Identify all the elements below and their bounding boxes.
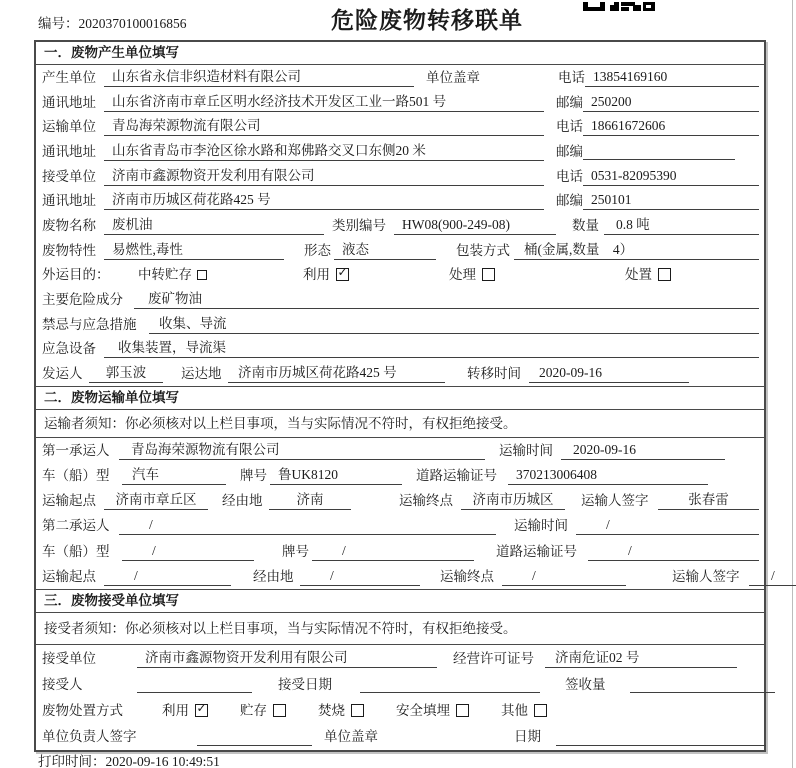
receiver-phone-field[interactable]: 0531-82095390 (583, 167, 759, 186)
first-carrier-label: 第一承运人 (42, 442, 110, 458)
plate-label: 牌号 (282, 543, 309, 559)
unit-seal-label: 单位盖章 (426, 69, 480, 85)
form-row-emergency-measures (36, 312, 764, 337)
road-permit-2-field[interactable]: / (588, 542, 759, 561)
form-row-first-carrier (36, 438, 764, 463)
origin-label: 运输起点 (42, 568, 96, 584)
terminus-label: 运输终点 (440, 568, 494, 584)
consignor-label: 发运人 (42, 365, 83, 381)
origin-2-field[interactable]: / (104, 567, 231, 586)
via-label: 经由地 (222, 493, 263, 509)
form-state-field[interactable]: 液态 (334, 241, 436, 260)
receive-date-label: 接受日期 (278, 676, 332, 692)
form-row-vehicle-2 (36, 538, 764, 563)
producer-label: 产生单位 (42, 69, 96, 85)
checkbox-label-other: 其他 (501, 703, 528, 719)
form-row-emergency-equipment (36, 336, 764, 361)
form-row-receiver-address (36, 188, 764, 213)
form-row-waste-property (36, 238, 764, 263)
form-row-route-1 (36, 488, 764, 513)
transporter-name-field[interactable]: 青岛海荣源物流有限公司 (104, 117, 544, 136)
qr-code-fragment (583, 0, 655, 16)
checkbox-label-store: 贮存 (240, 703, 267, 719)
receive-unit-label: 接受单位 (42, 650, 96, 666)
via-label: 经由地 (253, 568, 294, 584)
category-code-label: 类别编号 (332, 217, 386, 233)
category-code-field[interactable]: HW08(900-249-08) (394, 216, 556, 235)
receiver-name-field[interactable]: 济南市鑫源物资开发利用有限公司 (104, 167, 544, 186)
vehicle-type-field[interactable]: 汽车 (122, 466, 226, 485)
disposal-utilize-checkbox[interactable] (195, 701, 208, 717)
disposal-incinerate-checkbox[interactable] (351, 704, 364, 717)
checkbox-label-incinerate: 焚烧 (318, 703, 345, 719)
receive-person-label: 接受人 (42, 676, 83, 692)
form-row-producer-address (36, 90, 764, 115)
signed-quantity-label: 签收量 (565, 676, 606, 692)
checkbox-label-utilize: 利用 (162, 703, 189, 719)
origin-label: 运输起点 (42, 493, 96, 509)
waste-name-label: 废物名称 (42, 217, 96, 233)
receiver-label: 接受单位 (42, 168, 96, 184)
address-label: 通讯地址 (42, 193, 96, 209)
checkbox-label-landfill: 安全填埋 (396, 703, 450, 719)
terminus-2-field[interactable]: / (502, 567, 626, 586)
checkbox-label-treat: 处理 (449, 267, 476, 283)
serial-number (38, 12, 187, 32)
postcode-label: 邮编 (556, 143, 583, 159)
qr-code-icon (583, 2, 655, 12)
quantity-field[interactable]: 0.8 吨 (604, 216, 759, 235)
waste-property-label: 废物特性 (42, 242, 96, 258)
consignor-field[interactable]: 郭玉波 (89, 364, 163, 383)
disposal-store-checkbox[interactable] (273, 704, 286, 717)
address-label: 通讯地址 (42, 143, 96, 159)
carrier-signature-field[interactable]: 张春雷 (658, 491, 759, 510)
form-row-hazard-component (36, 287, 764, 312)
producer-name-field[interactable]: 山东省永信非织造材料有限公司 (104, 68, 414, 87)
license-number-field[interactable]: 济南危证02 号 (545, 649, 737, 668)
manifest-form (34, 40, 775, 752)
destination-label: 运达地 (181, 365, 222, 381)
disposal-landfill-checkbox[interactable] (456, 704, 469, 717)
section3-body (36, 645, 764, 750)
transport-time-label: 运输时间 (514, 518, 568, 534)
license-number-label: 经营许可证号 (453, 650, 534, 666)
form-row-outbound-purpose (36, 262, 764, 287)
vehicle-type-2-field[interactable]: / (122, 542, 254, 561)
destination-field[interactable]: 济南市历城区荷花路425 号 (228, 364, 445, 383)
transport-time-2-field[interactable]: / (576, 516, 759, 535)
receiver-address-field[interactable]: 济南市历城区荷花路425 号 (104, 191, 544, 210)
emergency-measures-label: 禁忌与应急措施 (42, 316, 137, 332)
serial-label: 编号： (38, 16, 79, 31)
form-row-disposal-method (36, 697, 764, 723)
phone-label: 电话 (558, 69, 585, 85)
checkbox-label-utilize: 利用 (303, 267, 330, 283)
plate-field[interactable]: 鲁UK8120 (270, 466, 402, 485)
dispose-checkbox[interactable] (658, 268, 671, 281)
receive-unit-field[interactable]: 济南市鑫源物资开发利用有限公司 (137, 649, 437, 668)
disposal-method-label: 废物处置方式 (42, 703, 123, 719)
transfer-storage-checkbox[interactable] (197, 270, 207, 280)
page-title: 危险废物转移联单 (331, 7, 523, 33)
carrier-signature-label: 运输人签字 (581, 493, 649, 509)
form-row-consignor (36, 361, 764, 386)
waste-property-field[interactable]: 易燃性,毒性 (104, 241, 284, 260)
via-field[interactable]: 济南 (269, 491, 351, 510)
via-2-field[interactable]: / (300, 567, 420, 586)
second-carrier-label: 第二承运人 (42, 518, 110, 534)
responsible-signature-field[interactable] (197, 728, 312, 746)
receiver-postcode-field[interactable]: 250101 (583, 191, 759, 210)
waste-name-field[interactable]: 废机油 (104, 216, 324, 235)
disposal-other-checkbox[interactable] (534, 704, 547, 717)
section1-title: 一．废物产生单位填写 (36, 42, 764, 65)
treat-checkbox[interactable] (482, 268, 495, 281)
hazard-component-field[interactable]: 废矿物油 (134, 290, 759, 309)
postcode-label: 邮编 (556, 94, 583, 110)
print-time-label: 打印时间： (38, 754, 106, 768)
date-field[interactable] (556, 728, 766, 746)
date-label: 日期 (514, 729, 541, 745)
quantity-label: 数量 (572, 217, 599, 233)
signed-quantity-field[interactable] (630, 675, 775, 693)
origin-field[interactable]: 济南市章丘区 (104, 491, 208, 510)
transporter-notice: 运输者须知：你必须核对以上栏目事项，当与实际情况不符时，有权拒绝接受。 (36, 410, 764, 438)
transporter-address-field[interactable]: 山东省青岛市李沧区徐水路和郑佛路交叉口东侧20 米 (104, 142, 544, 161)
responsible-signature-label: 单位负责人签字 (42, 729, 137, 745)
form-state-label: 形态 (304, 242, 331, 258)
transporter-label: 运输单位 (42, 119, 96, 135)
section3-title: 三．废物接受单位填写 (36, 589, 764, 613)
transfer-time-field[interactable]: 2020-09-16 (529, 364, 689, 383)
emergency-equipment-field[interactable]: 收集装置，导流渠 (104, 339, 759, 358)
phone-label: 电话 (556, 119, 583, 135)
form-row-transporter (36, 114, 764, 139)
checkbox-label-transfer-storage: 中转贮存 (138, 267, 192, 283)
form-row-producer (36, 65, 764, 90)
emergency-measures-field[interactable]: 收集、导流 (149, 315, 759, 334)
producer-phone-field[interactable]: 13854169160 (585, 68, 759, 87)
form-row-receive-person (36, 671, 764, 697)
form-row-receive-unit (36, 645, 764, 671)
form-row-route-2 (36, 564, 775, 589)
receive-date-field[interactable] (360, 675, 540, 693)
road-permit-field[interactable]: 370213006408 (508, 466, 708, 485)
vehicle-type-label: 车（船）型 (42, 468, 110, 484)
form-row-second-carrier (36, 513, 764, 538)
form-row-transporter-address (36, 139, 764, 164)
form-row-receiver (36, 164, 764, 189)
outbound-purpose-label: 外运目的： (42, 267, 110, 283)
emergency-equipment-label: 应急设备 (42, 341, 96, 357)
producer-postcode-field[interactable]: 250200 (583, 93, 759, 112)
plate-2-field[interactable]: / (312, 542, 474, 561)
utilize-checkbox[interactable] (336, 265, 349, 281)
form-row-waste-name (36, 213, 764, 238)
second-carrier-field[interactable]: / (119, 516, 496, 535)
plate-label: 牌号 (240, 468, 267, 484)
packaging-label: 包装方式 (456, 242, 510, 258)
form-row-responsible-signature (36, 724, 764, 750)
form-row-vehicle-1 (36, 463, 764, 488)
producer-address-field[interactable]: 山东省济南市章丘区明水经济技术开发区工业一路501 号 (104, 93, 544, 112)
road-permit-label: 道路运输证号 (496, 543, 577, 559)
print-time (38, 750, 220, 768)
serial-value: 2020370100016856 (78, 16, 187, 31)
carrier-signature-2-field[interactable]: / (749, 567, 796, 586)
page-right-edge (792, 0, 793, 768)
vehicle-type-label: 车（船）型 (42, 543, 110, 559)
hazard-component-label: 主要危险成分 (42, 291, 123, 307)
transfer-time-label: 转移时间 (467, 365, 521, 381)
section2-title: 二．废物运输单位填写 (36, 386, 764, 410)
checkbox-mark: ✓ (196, 701, 207, 716)
postcode-label: 邮编 (556, 193, 583, 209)
packaging-field[interactable]: 桶(金属,数量 4） (514, 241, 759, 260)
terminus-label: 运输终点 (399, 493, 453, 509)
transport-time-label: 运输时间 (499, 442, 553, 458)
checkbox-label-dispose: 处置 (625, 267, 652, 283)
print-time-value: 2020-09-16 10:49:51 (105, 754, 220, 768)
unit-seal-label: 单位盖章 (324, 729, 378, 745)
phone-label: 电话 (556, 168, 583, 184)
transporter-phone-field[interactable]: 18661672606 (583, 117, 759, 136)
checkbox-mark: ✓ (337, 265, 348, 280)
terminus-field[interactable]: 济南市历城区 (461, 491, 565, 510)
section1-body (36, 65, 764, 386)
transporter-postcode-field[interactable] (583, 142, 735, 160)
receiver-notice: 接受者须知：你必须核对以上栏目事项，当与实际情况不符时，有权拒绝接受。 (36, 613, 764, 645)
transport-time-field[interactable]: 2020-09-16 (561, 441, 725, 460)
section2-body (36, 438, 775, 589)
road-permit-label: 道路运输证号 (416, 468, 497, 484)
receive-person-field[interactable] (137, 675, 252, 693)
first-carrier-field[interactable]: 青岛海荣源物流有限公司 (119, 441, 485, 460)
address-label: 通讯地址 (42, 94, 96, 110)
carrier-signature-label: 运输人签字 (672, 568, 740, 584)
